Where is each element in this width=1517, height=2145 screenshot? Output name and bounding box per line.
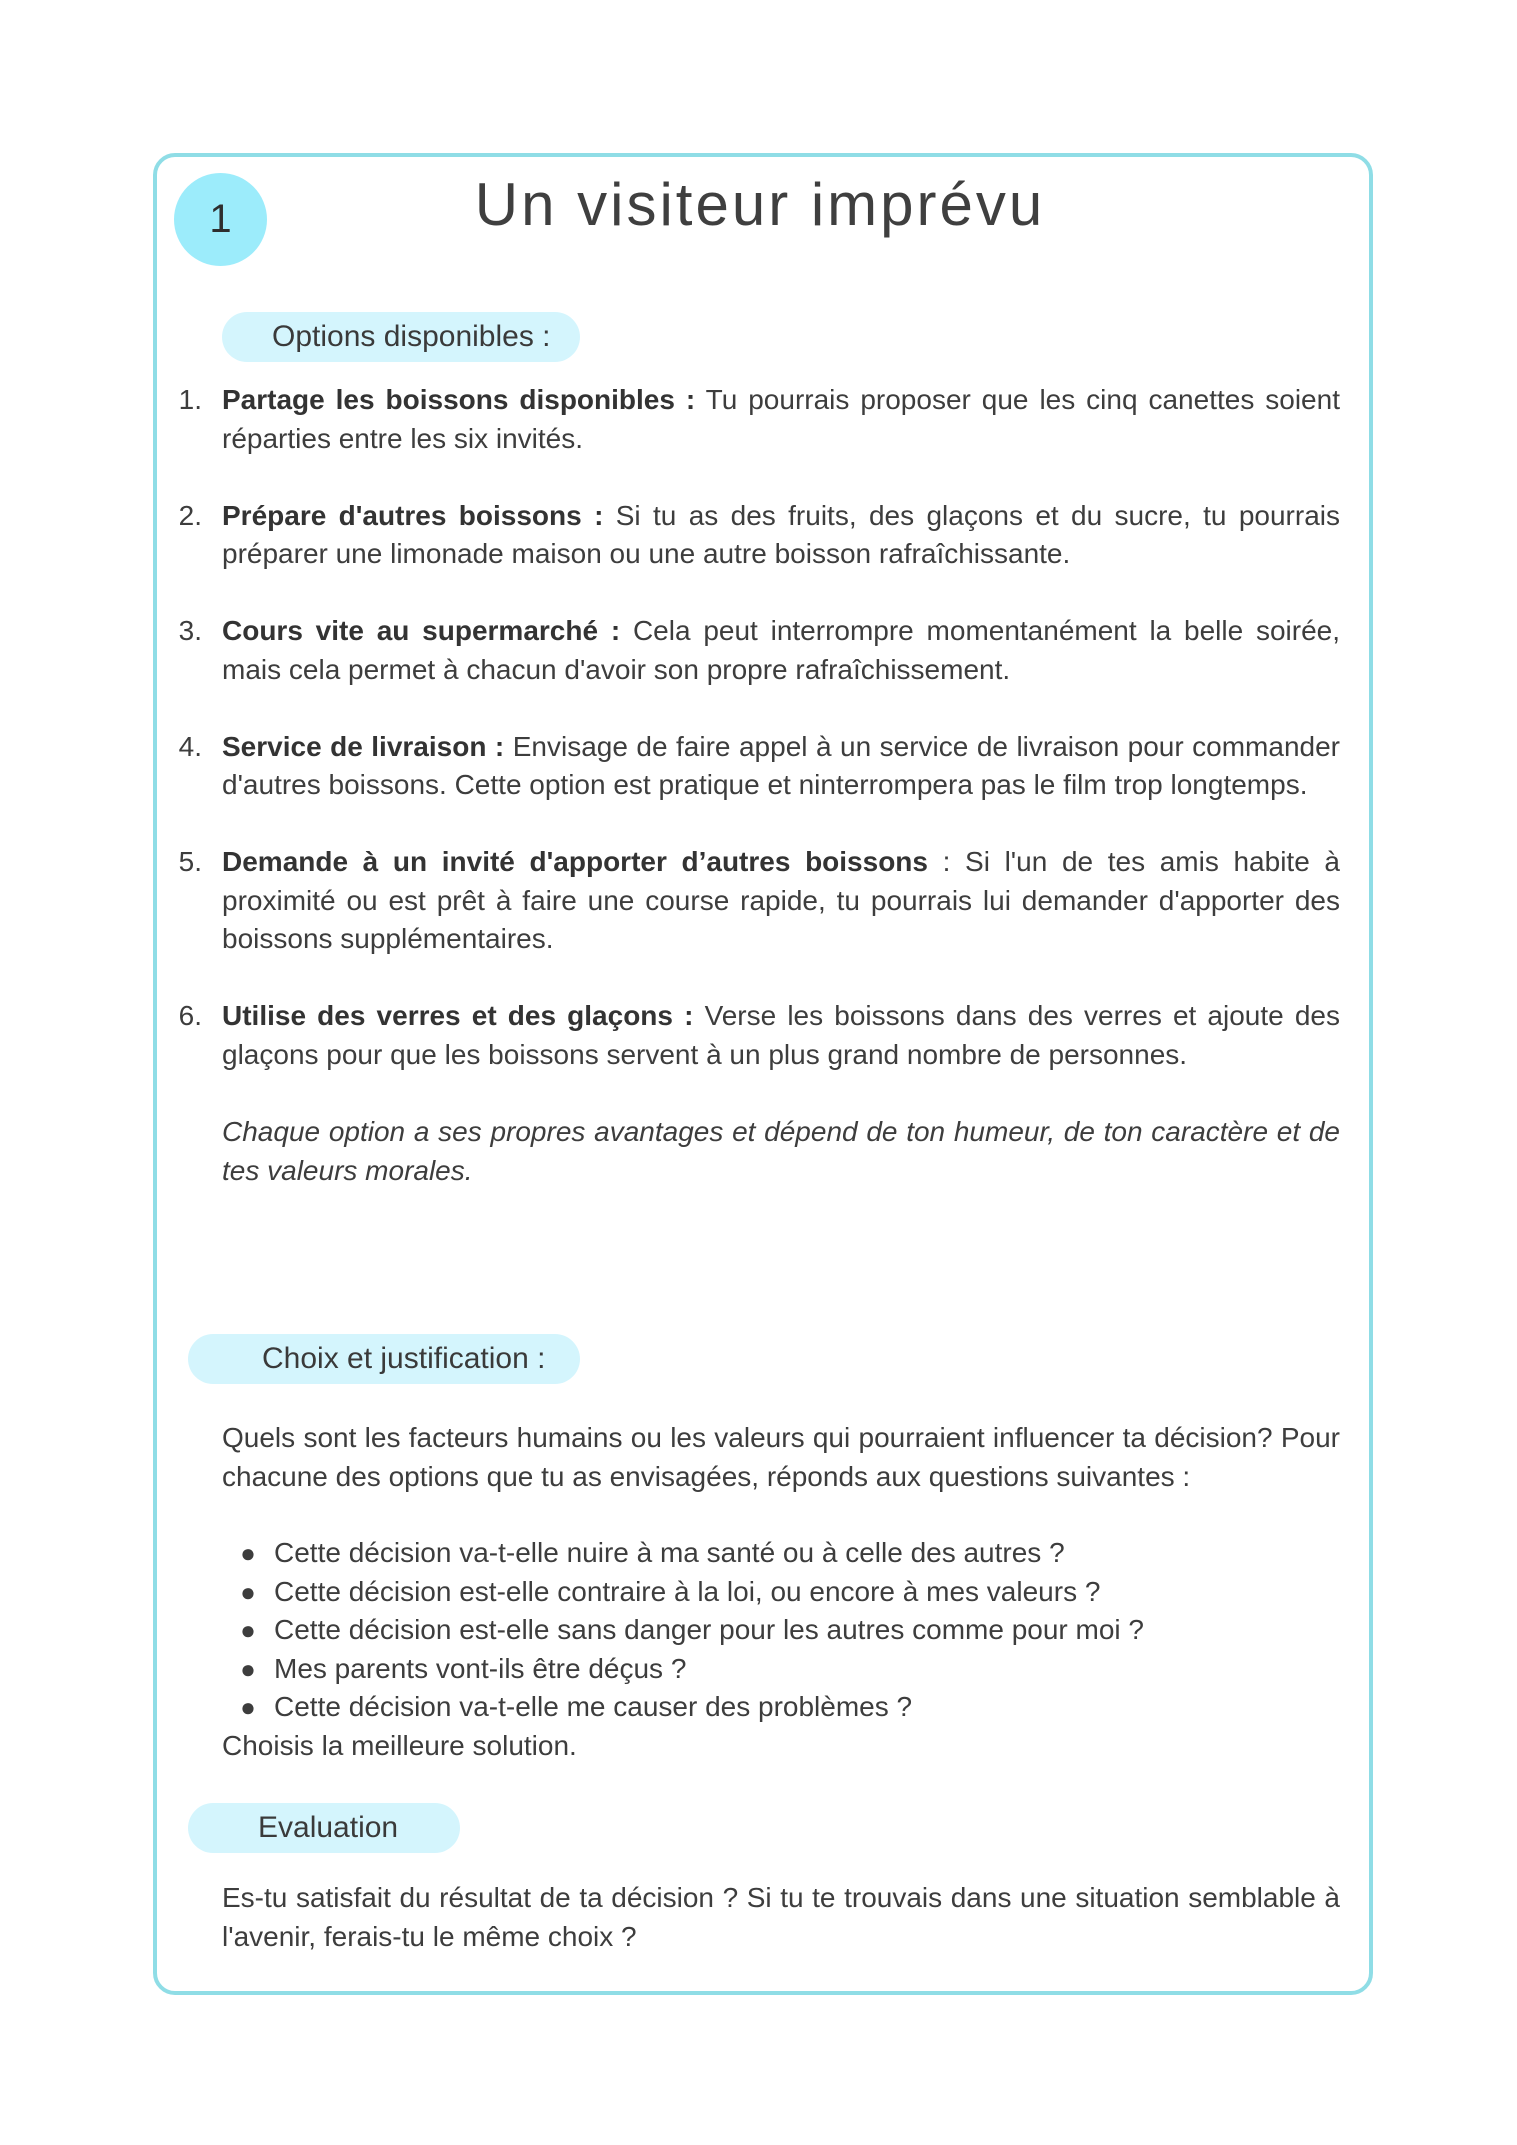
- bullet-icon: ●: [240, 1576, 256, 1607]
- choice-section-label-text: Choix et justification :: [262, 1342, 546, 1375]
- choice-section-label: [188, 1334, 580, 1384]
- list-item: [222, 1534, 1340, 1573]
- list-item: [222, 1688, 1340, 1727]
- options-section-label: [222, 312, 580, 362]
- evaluation-text: Es-tu satisfait du résultat de ta décision ? Si tu te trouvais dans une situation semblable à l'avenir, ferais-tu le même choix ?: [222, 1882, 1340, 1952]
- option-index: 4.: [178, 730, 202, 762]
- list-item: [222, 1611, 1340, 1650]
- option-body: [222, 728, 1340, 805]
- bullet-icon: ●: [240, 1615, 256, 1645]
- option-body: [222, 997, 1340, 1074]
- choice-bullet-list: [222, 1534, 1340, 1727]
- bullet-text: Cette décision est-elle sans danger pour les autres comme pour moi ?: [274, 1614, 1144, 1645]
- option-index: 2.: [178, 499, 202, 531]
- option-text: Verse les boissons dans des verres et ajoute des glaçons pour que les boissons servent à un plus grand nombre de personnes.: [222, 1000, 1341, 1070]
- option-item-1: [160, 381, 1340, 458]
- option-lead: Prépare d'autres boissons :: [222, 499, 604, 531]
- option-item-3: [160, 612, 1340, 689]
- option-lead: Service de livraison :: [222, 730, 505, 762]
- option-item-4: [160, 728, 1340, 805]
- option-index: 5.: [178, 846, 202, 877]
- option-body: [222, 381, 1340, 458]
- bullet-text: Mes parents vont-ils être déçus ?: [274, 1652, 687, 1684]
- option-lead: Demande à un invité d'apporter d’autres boissons: [222, 846, 928, 877]
- option-text: Envisage de faire appel à un service de livraison pour commander d'autres boissons. Cette option est pratique et ninterrompera pas le film trop longtemps.: [222, 730, 1340, 800]
- option-text: Tu pourrais proposer que les cinq canettes soient réparties entre les six invités.: [222, 384, 1340, 454]
- option-index: 3.: [178, 615, 202, 646]
- option-lead: Cours vite au supermarché :: [222, 615, 621, 646]
- option-item-2: [160, 497, 1340, 574]
- option-lead: Partage les boissons disponibles :: [222, 384, 696, 415]
- choice-closing: Choisis la meilleure solution.: [222, 1730, 577, 1761]
- option-text: Si tu as des fruits, des glaçons et du sucre, tu pourrais préparer une limonade maison ou une autre boisson rafraîchissante.: [222, 499, 1340, 569]
- page-title: Un visiteur imprévu: [474, 171, 1046, 238]
- bullet-icon: ●: [240, 1538, 256, 1568]
- bullet-icon: ●: [240, 1692, 256, 1722]
- bullet-icon: ●: [240, 1653, 256, 1684]
- options-section-label-text: Options disponibles :: [272, 320, 551, 353]
- option-index: 1.: [178, 384, 202, 415]
- option-text: : Si l'un de tes amis habite à proximité ou est prêt à faire une course rapide, tu pourrais lui demander d'apporter des boissons supplémentaires.: [222, 846, 1340, 954]
- option-body: [222, 612, 1340, 689]
- option-index: 6.: [178, 1000, 202, 1031]
- bullet-text: Cette décision est-elle contraire à la loi, ou encore à mes valeurs ?: [274, 1575, 1101, 1607]
- activity-number-badge: [174, 173, 267, 266]
- option-item-5: [160, 843, 1340, 959]
- option-text: Cela peut interrompre momentanément la belle soirée, mais cela permet à chacun d'avoir son propre rafraîchissement.: [222, 615, 1341, 685]
- choice-question: Quels sont les facteurs humains ou les valeurs qui pourraient influencer ta décision? Pour chacune des options que tu as envisagées, réponds aux questions suivantes :: [222, 1422, 1340, 1492]
- evaluation-section-label: [188, 1803, 460, 1853]
- options-note: Chaque option a ses propres avantages et dépend de ton humeur, de ton caractère et de tes valeurs morales.: [222, 1116, 1340, 1186]
- option-body: [222, 843, 1340, 959]
- list-item: [222, 1650, 1340, 1689]
- option-item-6: [160, 997, 1340, 1074]
- evaluation-section-label-text: Evaluation: [258, 1811, 399, 1844]
- option-body: [222, 497, 1340, 574]
- list-item: [222, 1573, 1340, 1612]
- options-list: [160, 381, 1340, 1113]
- bullet-text: Cette décision va-t-elle me causer des problèmes ?: [274, 1691, 913, 1722]
- option-lead: Utilise des verres et des glaçons :: [222, 1000, 694, 1031]
- activity-number: 1: [209, 197, 232, 241]
- bullet-text: Cette décision va-t-elle nuire à ma santé ou à celle des autres ?: [274, 1537, 1065, 1568]
